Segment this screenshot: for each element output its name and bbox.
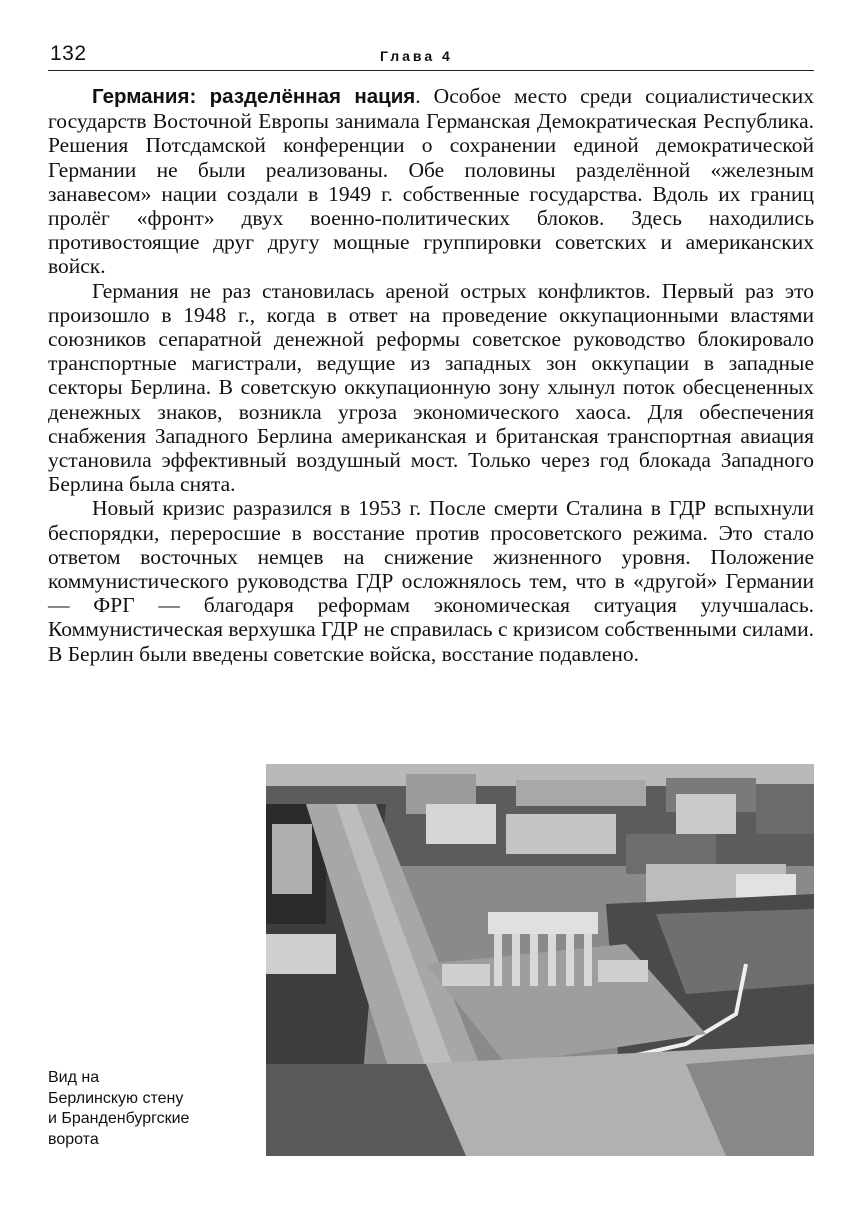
page-number: 132 <box>50 42 87 65</box>
caption-line: Вид на <box>48 1069 100 1086</box>
paragraph-1-text: . Особое место среди социалистических государств Восточной Европы занимала Германская Демократическая Республика. Решения Потсдамской конференции о сохранении единой демократической Германии не были реализованы. Обе половины разделённой «железным занавесом» нации создали в 1949 г. собственные государства. Вдоль их границ пролёг «фронт» двух военно-политических блоков. Здесь находились противостоящие друг другу мощные группировки советских и американских войск. <box>48 84 814 279</box>
section-heading: Германия: разделённая нация <box>92 85 416 108</box>
paragraph-3: Новый кризис разразился в 1953 г. После смерти Сталина в ГДР вспыхнули беспорядки, переросшие в восстание против просоветского режима. Это стало ответом восточных немцев на снижение жизненного уровня. Положение коммунистического руководства ГДР осложнялось тем, что в «другой» Германии — ФРГ — благодаря реформам экономическая ситуация улучшалась. Коммунистическая верхушка ГДР не справилась с кризисом собственными силами. В Берлин были введены советские войска, восстание подавлено. <box>48 496 814 666</box>
header-rule <box>48 70 814 71</box>
berlin-wall-photo <box>266 764 814 1156</box>
photo-caption <box>48 1068 258 1150</box>
chapter-title: Глава 4 <box>380 48 453 64</box>
paragraph-2: Германия не раз становилась ареной острых конфликтов. Первый раз это произошло в 1948 г., когда в ответ на проведение оккупационными властями союзников сепаратной денежной реформы советское руководство блокировало транспортные магистрали, ведущие из западных зон оккупации в западные секторы Берлина. В советскую оккупационную зону хлынул поток обесцененных денежных знаков, возникла угроза экономического хаоса. Для обеспечения снабжения Западного Берлина американская и британская транспортная авиация установила эффективный воздушный мост. Только через год блокада Западного Берлина была снята. <box>48 278 814 497</box>
caption-line: ворота <box>48 1130 99 1148</box>
paragraph-1 <box>48 84 814 279</box>
caption-line: Берлинскую стену <box>48 1089 184 1107</box>
body-text <box>48 84 814 666</box>
caption-line: и Бранденбургские <box>48 1110 190 1127</box>
